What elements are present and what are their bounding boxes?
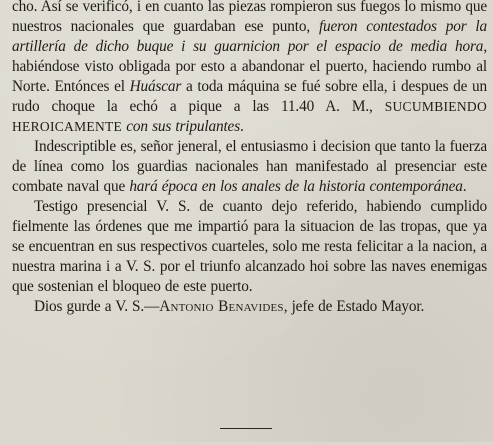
italic-segment: fueron contestados por la artillería de dicho buque i su guarnicion por el espacio de media hora — [12, 18, 488, 55]
text-segment: , jefe de Estado Mayor. — [283, 298, 425, 315]
text-segment: Dios gurde a V. S.— — [34, 298, 160, 315]
paragraph-battle-report — [12, 0, 487, 137]
paragraph-signature — [12, 297, 487, 317]
italic-segment: con sus tripulantes — [122, 118, 240, 135]
section-divider-rule — [220, 428, 272, 429]
signatory-name: Antonio Benavides — [159, 298, 284, 315]
paragraph-enthusiasm — [12, 137, 487, 197]
text-segment: cho. Así se verificó, i en cuanto las piezas rompieron sus fuegos lo mismo que nuestros nacionales que guardaban ese punto, — [12, 0, 487, 35]
text-segment: , habiéndose visto obligada por esto a abandonar el puerto, haciendo rumbo al Norte. Entónces el — [12, 38, 487, 95]
paragraph-testimony — [12, 197, 487, 297]
text-segment: Indescriptible es, señor jeneral, el entusiasmo i decision que tanto la fuerza de línea como los guardias nacionales han manifestado al presenciar este combate naval que — [12, 138, 487, 195]
capitals-segment: SUCUMBIENDO HEROICAMENTE — [12, 99, 487, 134]
ship-name: Huáscar — [129, 78, 182, 95]
text-segment: . — [240, 118, 244, 135]
text-segment: a toda máquina se fué sobre ella, i despues de un rudo choque la echó a pique a las 11.40 A. M., — [12, 78, 487, 115]
text-segment: Testigo presencial V. S. de cuanto dejo referido, habiendo cumplido fielmente las órdenes que me impartió para la situacion de las tropas, que ya se encuentran en sus respectivos cuarteles, solo me resta felicitar a la nacion, a nuestra marina i a V. S. por el triunfo alcanzado hoi sobre las naves enemigas que sostenian el bloqueo de este puerto. — [12, 198, 487, 295]
italic-segment: hará época en los anales de la historia contemporánea — [129, 178, 463, 195]
text-segment: . — [462, 178, 467, 195]
